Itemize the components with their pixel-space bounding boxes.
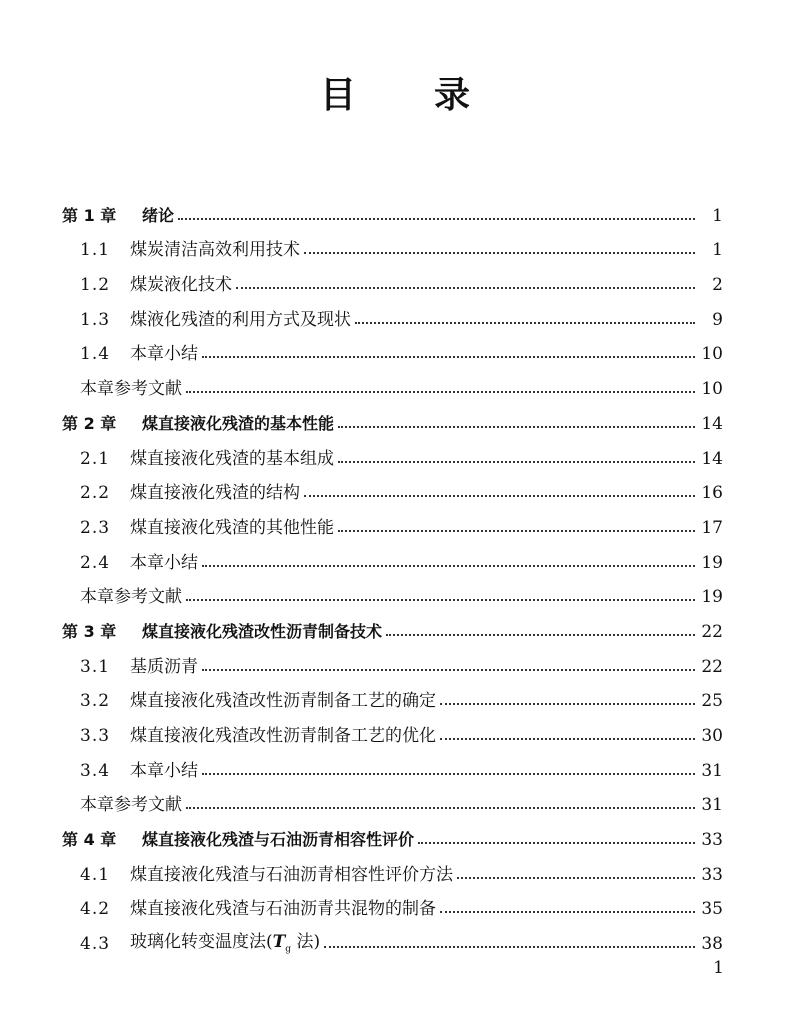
- toc-entry-number: 第 1 章: [62, 205, 117, 225]
- toc-entry-number: 第 4 章: [62, 830, 117, 850]
- toc-entry-title-part: 玻璃化转变温度法(: [130, 931, 273, 952]
- toc-entry-page-number: 14: [701, 413, 723, 434]
- dot-leader: [304, 485, 695, 497]
- toc-entry-section[interactable]: [62, 642, 723, 677]
- toc-entry-page-number: 25: [701, 691, 723, 712]
- toc-entry-number: 2.1: [80, 448, 111, 469]
- toc-entry-number: 2.4: [80, 552, 111, 573]
- toc-entry-number: 2.3: [80, 517, 111, 538]
- table-of-contents: [62, 191, 723, 954]
- toc-entry-title: 煤直接液化残渣的其他性能: [130, 517, 334, 538]
- toc-entry-section[interactable]: [62, 295, 723, 330]
- dot-leader: [202, 346, 695, 358]
- toc-entry-title: 本章小结: [130, 344, 198, 365]
- toc-entry-title: 本章参考文献: [80, 587, 182, 608]
- toc-entry-title: 煤直接液化残渣与石油沥青共混物的制备: [130, 899, 436, 920]
- toc-entry-number: 3.2: [80, 691, 111, 712]
- title-char-2: 录: [434, 75, 471, 116]
- dot-leader: [386, 624, 695, 636]
- page-title: [0, 70, 790, 122]
- dot-leader: [202, 555, 695, 567]
- dot-leader: [457, 867, 695, 879]
- toc-entry-refs[interactable]: [62, 781, 723, 816]
- dot-leader: [236, 277, 695, 289]
- toc-entry-number: 3.3: [80, 726, 111, 746]
- toc-entry-title-symbol: T: [272, 931, 286, 952]
- toc-entry-page-number: 10: [701, 344, 723, 365]
- toc-entry-page-number: 16: [701, 483, 723, 504]
- dot-leader: [338, 416, 695, 428]
- toc-entry-title: 煤直接液化残渣与石油沥青相容性评价: [142, 830, 415, 850]
- toc-entry-page-number: 2: [712, 275, 723, 296]
- toc-entry-section[interactable]: [62, 469, 723, 504]
- toc-entry-page-number: 19: [701, 587, 723, 608]
- toc-entry-title-tail: 法): [291, 931, 321, 952]
- toc-entry-title: 本章参考文献: [80, 379, 182, 400]
- dot-leader: [440, 728, 695, 740]
- dot-leader: [202, 659, 695, 671]
- toc-entry-page-number: 10: [701, 379, 723, 400]
- toc-entry-title: 煤直接液化残渣改性沥青制备技术: [142, 621, 383, 641]
- page-number: 1: [713, 958, 724, 978]
- toc-entry-title: 煤直接液化残渣的结构: [130, 483, 300, 504]
- toc-entry-page-number: 35: [701, 899, 723, 920]
- toc-entry-number: 1.3: [80, 309, 111, 330]
- toc-entry-section[interactable]: [62, 226, 723, 261]
- dot-leader: [440, 693, 695, 705]
- toc-entry-chapter[interactable]: [62, 399, 723, 434]
- toc-entry-title: 本章小结: [130, 760, 198, 781]
- toc-entry-number: 1.2: [80, 275, 111, 296]
- toc-entry-refs[interactable]: [62, 573, 723, 608]
- toc-entry-page-number: 30: [701, 726, 723, 746]
- dot-leader: [418, 832, 695, 844]
- toc-entry-title-subscript: g: [285, 944, 292, 955]
- toc-entry-title: 煤直接液化残渣与石油沥青相容性评价方法: [130, 864, 453, 885]
- dot-leader: [355, 312, 695, 324]
- toc-entry-page-number: 9: [712, 309, 723, 330]
- toc-entry-section[interactable]: [62, 538, 723, 573]
- toc-entry-page-number: 31: [701, 795, 723, 816]
- dot-leader: [186, 381, 695, 393]
- dot-leader: [304, 242, 695, 254]
- dot-leader: [202, 763, 695, 775]
- toc-entry-title: 本章小结: [130, 552, 198, 573]
- toc-entry-title: 煤直接液化残渣改性沥青制备工艺的确定: [130, 691, 436, 712]
- toc-entry-number: 4.3: [80, 934, 111, 955]
- toc-entry-number: 第 2 章: [62, 413, 117, 433]
- toc-entry-page-number: 1: [712, 240, 723, 261]
- toc-entry-number: 3.4: [80, 760, 111, 781]
- dot-leader: [186, 589, 695, 601]
- toc-entry-title: 煤直接液化残渣改性沥青制备工艺的优化: [130, 726, 436, 746]
- toc-entry-title: 煤炭清洁高效利用技术: [130, 240, 300, 261]
- toc-entry-page-number: 17: [701, 517, 723, 538]
- toc-entry-section[interactable]: [62, 885, 723, 920]
- toc-entry-title: 绪论: [142, 205, 175, 225]
- toc-entry-section[interactable]: [62, 850, 723, 885]
- toc-entry-page-number: 22: [701, 656, 723, 677]
- toc-entry-page-number: 22: [701, 621, 723, 642]
- dot-leader: [338, 520, 695, 532]
- toc-entry-page-number: 1: [712, 205, 723, 226]
- toc-entry-page-number: 33: [701, 830, 723, 851]
- dot-leader: [186, 797, 695, 809]
- toc-entry-number: 2.2: [80, 483, 111, 504]
- toc-entry-section[interactable]: [62, 677, 723, 712]
- toc-entry-title: 基质沥青: [130, 656, 198, 677]
- dot-leader: [324, 936, 695, 948]
- toc-entry-title: 煤直接液化残渣的基本性能: [142, 413, 335, 433]
- dot-leader: [178, 208, 695, 220]
- toc-entry-title: 本章参考文献: [80, 795, 182, 816]
- toc-entry-section[interactable]: [62, 260, 723, 295]
- toc-entry-section[interactable]: [62, 711, 723, 746]
- toc-entry-section[interactable]: [62, 503, 723, 538]
- dot-leader: [338, 451, 695, 463]
- toc-entry-page-number: 33: [701, 864, 723, 885]
- toc-entry-chapter[interactable]: [62, 607, 723, 642]
- toc-entry-page-number: 19: [701, 552, 723, 573]
- title-char-1: 目: [319, 75, 356, 116]
- dot-leader: [440, 901, 695, 913]
- toc-entry-number: 4.1: [80, 864, 111, 885]
- toc-entry-page-number: 38: [701, 934, 723, 955]
- toc-entry-chapter[interactable]: [62, 815, 723, 850]
- toc-entry-title: [130, 927, 320, 954]
- toc-entry-title: 煤炭液化技术: [130, 275, 232, 296]
- toc-entry-section[interactable]: [62, 434, 723, 469]
- toc-entry-title: 煤直接液化残渣的基本组成: [130, 448, 334, 469]
- toc-entry-number: 3.1: [80, 656, 111, 677]
- toc-entry-section[interactable]: [62, 746, 723, 781]
- toc-entry-page-number: 31: [701, 760, 723, 781]
- toc-entry-section[interactable]: [62, 330, 723, 365]
- toc-entry-number: 4.2: [80, 899, 111, 920]
- toc-entry-chapter[interactable]: [62, 191, 723, 226]
- toc-entry-number: 1.1: [80, 240, 111, 261]
- toc-entry-number: 1.4: [80, 344, 111, 365]
- toc-entry-refs[interactable]: [62, 364, 723, 399]
- toc-entry-title: 煤液化残渣的利用方式及现状: [130, 309, 351, 330]
- toc-entry-page-number: 14: [701, 448, 723, 469]
- toc-entry-section[interactable]: [62, 919, 723, 954]
- toc-entry-number: 第 3 章: [62, 621, 117, 641]
